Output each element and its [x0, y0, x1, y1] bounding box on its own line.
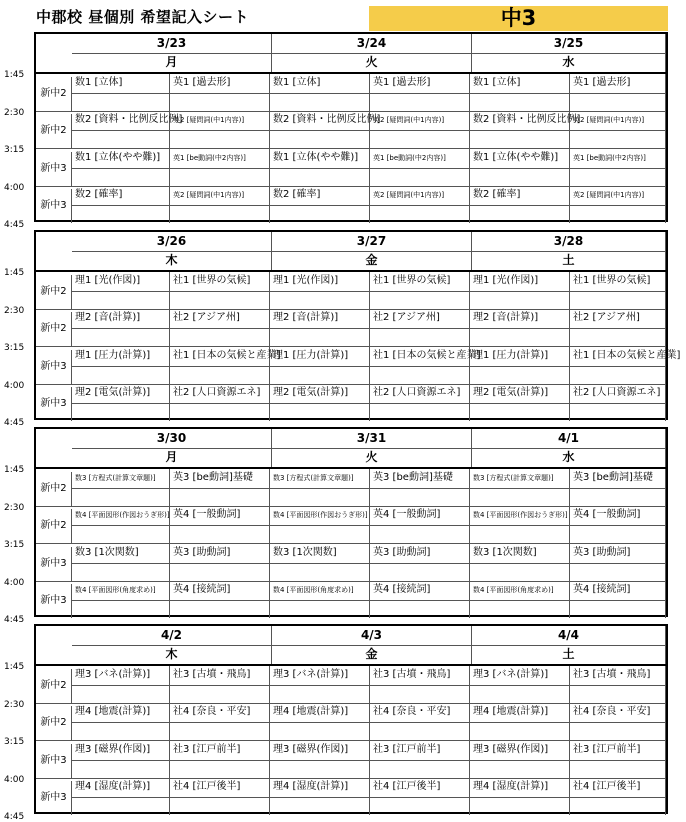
lesson-slot[interactable]: 英3 [助動詞]	[170, 544, 270, 563]
lesson-slot[interactable]: 理4 [湿度(計算)]	[72, 778, 170, 797]
lesson-slot[interactable]: 数2 [確率]	[270, 186, 370, 205]
blank-slot[interactable]	[270, 722, 370, 740]
weekday-header: 火	[272, 53, 472, 72]
blank-slot[interactable]	[72, 563, 170, 581]
lesson-slot[interactable]: 英1 [過去形]	[370, 74, 470, 93]
blank-slot[interactable]	[170, 488, 270, 506]
lesson-slot[interactable]: 社4 [江戸後半]	[370, 778, 470, 797]
date-header: 4/3	[272, 626, 472, 645]
lesson-slot[interactable]: 社4 [江戸後半]	[170, 778, 270, 797]
blank-slot[interactable]	[72, 93, 170, 111]
lesson-slot[interactable]: 理4 [地震(計算)]	[72, 703, 170, 722]
lesson-slot[interactable]: 理3 [バネ(計算)]	[72, 666, 170, 685]
lesson-slot[interactable]: 社3 [江戸前半]	[570, 741, 666, 760]
blank-slot[interactable]	[570, 93, 666, 111]
lesson-slot[interactable]: 社2 [アジア州]	[370, 309, 470, 328]
lesson-slot[interactable]: 数1 [立体(やや難)]	[470, 149, 570, 168]
time-label: 4:00	[4, 774, 25, 785]
divider	[72, 53, 666, 54]
group-label: 新中3	[36, 189, 72, 223]
blank-slot[interactable]	[570, 168, 666, 186]
blank-slot[interactable]	[370, 722, 470, 740]
blank-slot[interactable]	[470, 685, 570, 703]
lesson-slot[interactable]: 英1 [過去形]	[570, 74, 666, 93]
lesson-slot[interactable]: 理1 [圧力(計算)]	[270, 347, 370, 366]
time-label: 3:15	[4, 145, 25, 155]
blank-slot[interactable]	[370, 168, 470, 186]
lesson-slot[interactable]: 数2 [確率]	[72, 186, 170, 205]
group-label: 新中2	[36, 77, 72, 111]
blank-slot[interactable]	[170, 797, 270, 815]
blank-slot[interactable]	[72, 291, 170, 309]
time-label: 4:45	[4, 812, 25, 822]
lesson-slot[interactable]: 数4 [平面図形(作図おうぎ形)]	[470, 506, 570, 525]
group-label: 新中2	[36, 312, 72, 346]
blank-slot[interactable]	[470, 563, 570, 581]
lesson-slot[interactable]: 社2 [アジア州]	[170, 309, 270, 328]
lesson-slot[interactable]: 社3 [江戸前半]	[170, 741, 270, 760]
lesson-slot[interactable]: 理2 [音(計算)]	[470, 309, 570, 328]
time-label: 2:30	[4, 107, 25, 118]
time-label: 4:00	[4, 577, 25, 588]
blank-slot[interactable]	[470, 488, 570, 506]
time-label: 3:15	[4, 343, 25, 353]
blank-slot[interactable]	[270, 403, 370, 421]
divider	[72, 600, 666, 601]
time-label: 3:15	[4, 737, 25, 747]
group-label: 新中3	[36, 152, 72, 186]
lesson-slot[interactable]: 理1 [光(作図)]	[270, 272, 370, 291]
blank-slot[interactable]	[370, 328, 470, 346]
blank-slot[interactable]	[370, 760, 470, 778]
blank-slot[interactable]	[370, 291, 470, 309]
blank-slot[interactable]	[72, 488, 170, 506]
lesson-slot[interactable]: 数4 [平面図形(角度求め)]	[270, 581, 370, 600]
lesson-slot[interactable]: 英4 [接続詞]	[370, 581, 470, 600]
lesson-slot[interactable]: 社1 [世界の気候]	[170, 272, 270, 291]
blank-slot[interactable]	[72, 168, 170, 186]
blank-slot[interactable]	[570, 760, 666, 778]
blank-slot[interactable]	[72, 797, 170, 815]
blank-slot[interactable]	[370, 525, 470, 543]
blank-slot[interactable]	[570, 563, 666, 581]
blank-slot[interactable]	[170, 525, 270, 543]
blank-slot[interactable]	[570, 525, 666, 543]
time-label: 4:00	[4, 380, 25, 391]
lesson-slot[interactable]: 社1 [日本の気候と産業]	[170, 347, 270, 366]
divider	[72, 797, 666, 798]
divider	[72, 722, 666, 723]
lesson-slot[interactable]: 数1 [立体]	[270, 74, 370, 93]
blank-slot[interactable]	[170, 366, 270, 384]
lesson-slot[interactable]: 英1 [be動詞(中2内容)]	[170, 149, 270, 168]
lesson-slot[interactable]: 数3 [1次関数]	[470, 544, 570, 563]
date-header: 3/24	[272, 34, 472, 53]
blank-slot[interactable]	[72, 600, 170, 618]
week-block	[34, 230, 681, 420]
lesson-slot[interactable]: 理3 [バネ(計算)]	[470, 666, 570, 685]
divider	[72, 403, 666, 404]
blank-slot[interactable]	[170, 722, 270, 740]
divider	[72, 563, 666, 564]
group-label: 新中2	[36, 114, 72, 148]
date-header: 3/30	[72, 429, 272, 448]
blank-slot[interactable]	[170, 760, 270, 778]
blank-slot[interactable]	[270, 291, 370, 309]
blank-slot[interactable]	[270, 488, 370, 506]
blank-slot[interactable]	[370, 797, 470, 815]
blank-slot[interactable]	[170, 563, 270, 581]
lesson-slot[interactable]: 英4 [接続詞]	[570, 581, 666, 600]
lesson-slot[interactable]: 数4 [平面図形(角度求め)]	[72, 581, 170, 600]
blank-slot[interactable]	[170, 130, 270, 148]
weekday-header: 金	[272, 645, 472, 664]
sheet-title: 中郡校 昼個別 希望記入シート	[36, 8, 249, 26]
lesson-slot[interactable]: 理1 [光(作図)]	[72, 272, 170, 291]
lesson-slot[interactable]: 英4 [一般動詞]	[170, 506, 270, 525]
time-label: 4:45	[4, 615, 25, 625]
lesson-slot[interactable]: 英3 [助動詞]	[370, 544, 470, 563]
date-header: 3/25	[472, 34, 666, 53]
lesson-slot[interactable]: 理3 [磁界(作図)]	[470, 741, 570, 760]
lesson-slot[interactable]: 社1 [世界の気候]	[370, 272, 470, 291]
date-header: 3/28	[472, 232, 666, 251]
date-header: 3/26	[72, 232, 272, 251]
weekday-header: 土	[472, 645, 666, 664]
lesson-slot[interactable]: 英4 [一般動詞]	[570, 506, 666, 525]
blank-slot[interactable]	[270, 525, 370, 543]
lesson-slot[interactable]: 数1 [立体(やや難)]	[270, 149, 370, 168]
lesson-slot[interactable]: 数3 [1次関数]	[270, 544, 370, 563]
week-block	[34, 427, 668, 617]
blank-slot[interactable]	[72, 760, 170, 778]
lesson-slot[interactable]: 英4 [接続詞]	[170, 581, 270, 600]
blank-slot[interactable]	[570, 600, 666, 618]
time-label: 2:30	[4, 305, 25, 316]
divider	[72, 205, 666, 206]
time-label: 1:45	[4, 70, 25, 80]
blank-slot[interactable]	[72, 130, 170, 148]
blank-slot[interactable]	[370, 403, 470, 421]
group-label: 新中2	[36, 509, 72, 543]
blank-slot[interactable]	[270, 600, 370, 618]
blank-slot[interactable]	[72, 205, 170, 223]
blank-slot[interactable]	[470, 366, 570, 384]
lesson-slot[interactable]: 理4 [地震(計算)]	[470, 703, 570, 722]
blank-slot[interactable]	[470, 403, 570, 421]
blank-slot[interactable]	[370, 563, 470, 581]
lesson-slot[interactable]: 理1 [光(作図)]	[470, 272, 570, 291]
blank-slot[interactable]	[170, 291, 270, 309]
lesson-slot[interactable]: 英2 [疑問詞(中1内容)]	[170, 111, 270, 130]
group-label: 新中2	[36, 472, 72, 506]
divider	[72, 645, 666, 646]
blank-slot[interactable]	[170, 328, 270, 346]
blank-slot[interactable]	[370, 685, 470, 703]
time-label: 1:45	[4, 662, 25, 672]
blank-slot[interactable]	[270, 168, 370, 186]
blank-slot[interactable]	[570, 366, 666, 384]
lesson-slot[interactable]: 社4 [奈良・平安]	[370, 703, 470, 722]
lesson-slot[interactable]: 英1 [be動詞(中2内容)]	[570, 149, 666, 168]
blank-slot[interactable]	[470, 328, 570, 346]
divider	[72, 130, 666, 131]
group-label: 新中2	[36, 669, 72, 703]
weekday-header: 水	[472, 448, 666, 467]
blank-slot[interactable]	[570, 488, 666, 506]
blank-slot[interactable]	[72, 525, 170, 543]
blank-slot[interactable]	[570, 130, 666, 148]
blank-slot[interactable]	[270, 205, 370, 223]
time-label: 1:45	[4, 465, 25, 475]
weekday-header: 土	[472, 251, 666, 270]
blank-slot[interactable]	[72, 722, 170, 740]
blank-slot[interactable]	[72, 403, 170, 421]
weekday-header: 木	[72, 251, 272, 270]
divider	[72, 328, 666, 329]
divider	[72, 448, 666, 449]
blank-slot[interactable]	[470, 93, 570, 111]
blank-slot[interactable]	[72, 366, 170, 384]
week-block	[34, 32, 668, 222]
lesson-slot[interactable]: 数3 [方程式(計算文章題)]	[270, 469, 370, 488]
lesson-slot[interactable]: 数4 [平面図形(作図おうぎ形)]	[72, 506, 170, 525]
lesson-slot[interactable]: 理4 [湿度(計算)]	[270, 778, 370, 797]
lesson-slot[interactable]: 数1 [立体]	[470, 74, 570, 93]
date-header: 3/27	[272, 232, 472, 251]
lesson-slot[interactable]: 理1 [圧力(計算)]	[72, 347, 170, 366]
blank-slot[interactable]	[470, 205, 570, 223]
blank-slot[interactable]	[470, 291, 570, 309]
blank-slot[interactable]	[470, 600, 570, 618]
blank-slot[interactable]	[370, 130, 470, 148]
blank-slot[interactable]	[170, 93, 270, 111]
lesson-slot[interactable]: 英2 [疑問詞(中1内容)]	[170, 186, 270, 205]
blank-slot[interactable]	[370, 600, 470, 618]
divider	[72, 93, 666, 94]
time-label: 4:45	[4, 418, 25, 428]
lesson-slot[interactable]: 社1 [日本の気候と産業]	[370, 347, 470, 366]
lesson-slot[interactable]: 数4 [平面図形(作図おうぎ形)]	[270, 506, 370, 525]
lesson-slot[interactable]: 理2 [電気(計算)]	[470, 384, 570, 403]
week-block	[34, 624, 668, 814]
weekday-header: 月	[72, 53, 272, 72]
blank-slot[interactable]	[470, 130, 570, 148]
lesson-slot[interactable]: 社4 [奈良・平安]	[170, 703, 270, 722]
lesson-slot[interactable]: 理3 [磁界(作図)]	[72, 741, 170, 760]
date-header: 4/1	[472, 429, 666, 448]
blank-slot[interactable]	[170, 168, 270, 186]
time-label: 1:45	[4, 268, 25, 278]
weekday-header: 水	[472, 53, 666, 72]
lesson-slot[interactable]: 英2 [疑問詞(中1内容)]	[370, 186, 470, 205]
group-label: 新中2	[36, 275, 72, 309]
lesson-slot[interactable]: 英2 [疑問詞(中1内容)]	[570, 111, 666, 130]
lesson-slot[interactable]: 数2 [資料・比例反比例]	[470, 111, 570, 130]
lesson-slot[interactable]: 数3 [方程式(計算文章題)]	[470, 469, 570, 488]
lesson-slot[interactable]: 英2 [疑問詞(中1内容)]	[370, 111, 470, 130]
blank-slot[interactable]	[270, 328, 370, 346]
weekday-header: 木	[72, 645, 272, 664]
blank-slot[interactable]	[270, 563, 370, 581]
blank-slot[interactable]	[270, 130, 370, 148]
divider	[72, 488, 666, 489]
lesson-slot[interactable]: 数3 [方程式(計算文章題)]	[72, 469, 170, 488]
date-header: 4/4	[472, 626, 666, 645]
blank-slot[interactable]	[370, 93, 470, 111]
lesson-slot[interactable]: 数2 [資料・比例反比例]	[270, 111, 370, 130]
lesson-slot[interactable]: 数2 [確率]	[470, 186, 570, 205]
grade-banner: 中3	[369, 6, 668, 31]
group-label: 新中3	[36, 350, 72, 384]
blank-slot[interactable]	[270, 366, 370, 384]
lesson-slot[interactable]: 社2 [人口資源エネ]	[570, 384, 666, 403]
blank-slot[interactable]	[270, 760, 370, 778]
blank-slot[interactable]	[470, 722, 570, 740]
blank-slot[interactable]	[470, 525, 570, 543]
blank-slot[interactable]	[570, 722, 666, 740]
lesson-slot[interactable]: 理3 [バネ(計算)]	[270, 666, 370, 685]
divider	[72, 525, 666, 526]
blank-slot[interactable]	[370, 488, 470, 506]
time-label: 2:30	[4, 699, 25, 710]
lesson-slot[interactable]: 英1 [過去形]	[170, 74, 270, 93]
divider	[72, 685, 666, 686]
blank-slot[interactable]	[570, 797, 666, 815]
blank-slot[interactable]	[570, 685, 666, 703]
divider	[72, 291, 666, 292]
blank-slot[interactable]	[170, 600, 270, 618]
blank-slot[interactable]	[270, 685, 370, 703]
lesson-slot[interactable]: 数1 [立体(やや難)]	[72, 149, 170, 168]
blank-slot[interactable]	[170, 403, 270, 421]
lesson-slot[interactable]: 理2 [電気(計算)]	[270, 384, 370, 403]
blank-slot[interactable]	[270, 797, 370, 815]
lesson-slot[interactable]: 英4 [一般動詞]	[370, 506, 470, 525]
lesson-slot[interactable]: 理4 [地震(計算)]	[270, 703, 370, 722]
divider	[72, 366, 666, 367]
blank-slot[interactable]	[570, 291, 666, 309]
group-label: 新中3	[36, 584, 72, 618]
date-header: 3/23	[72, 34, 272, 53]
blank-slot[interactable]	[570, 328, 666, 346]
weekday-header: 火	[272, 448, 472, 467]
lesson-slot[interactable]: 社4 [江戸後半]	[570, 778, 666, 797]
date-header: 3/31	[272, 429, 472, 448]
lesson-slot[interactable]: 英3 [be動詞]基礎	[170, 469, 270, 488]
blank-slot[interactable]	[370, 366, 470, 384]
blank-slot[interactable]	[170, 685, 270, 703]
lesson-slot[interactable]: 理4 [湿度(計算)]	[470, 778, 570, 797]
group-label: 新中3	[36, 547, 72, 581]
lesson-slot[interactable]: 社3 [古墳・飛鳥]	[370, 666, 470, 685]
lesson-slot[interactable]: 社2 [人口資源エネ]	[370, 384, 470, 403]
lesson-slot[interactable]: 社4 [奈良・平安]	[570, 703, 666, 722]
lesson-slot[interactable]: 社1 [世界の気候]	[570, 272, 666, 291]
lesson-slot[interactable]: 英2 [疑問詞(中1内容)]	[570, 186, 666, 205]
lesson-slot[interactable]: 英3 [助動詞]	[570, 544, 666, 563]
divider	[72, 251, 666, 252]
divider	[72, 760, 666, 761]
blank-slot[interactable]	[470, 797, 570, 815]
lesson-slot[interactable]: 数4 [平面図形(角度求め)]	[470, 581, 570, 600]
date-header: 4/2	[72, 626, 272, 645]
lesson-slot[interactable]: 理2 [音(計算)]	[270, 309, 370, 328]
lesson-slot[interactable]: 数3 [1次関数]	[72, 544, 170, 563]
lesson-slot[interactable]: 社3 [古墳・飛鳥]	[570, 666, 666, 685]
lesson-slot[interactable]: 英3 [be動詞]基礎	[370, 469, 470, 488]
lesson-slot[interactable]: 数2 [資料・比例反比例]	[72, 111, 170, 130]
lesson-slot[interactable]: 英3 [be動詞]基礎	[570, 469, 666, 488]
lesson-slot[interactable]: 数1 [立体]	[72, 74, 170, 93]
time-label: 4:45	[4, 220, 25, 230]
lesson-slot[interactable]: 社1 [日本の気候と産業]	[570, 347, 666, 366]
lesson-slot[interactable]: 理1 [圧力(計算)]	[470, 347, 570, 366]
blank-slot[interactable]	[270, 93, 370, 111]
blank-slot[interactable]	[72, 685, 170, 703]
blank-slot[interactable]	[470, 760, 570, 778]
blank-slot[interactable]	[570, 403, 666, 421]
lesson-slot[interactable]: 社3 [江戸前半]	[370, 741, 470, 760]
lesson-slot[interactable]: 英1 [be動詞(中2内容)]	[370, 149, 470, 168]
group-label: 新中3	[36, 744, 72, 778]
group-label: 新中2	[36, 706, 72, 740]
group-label: 新中3	[36, 387, 72, 421]
lesson-slot[interactable]: 理2 [電気(計算)]	[72, 384, 170, 403]
group-label: 新中3	[36, 781, 72, 815]
time-label: 2:30	[4, 502, 25, 513]
weekday-header: 金	[272, 251, 472, 270]
blank-slot[interactable]	[170, 205, 270, 223]
lesson-slot[interactable]: 社2 [人口資源エネ]	[170, 384, 270, 403]
divider	[72, 168, 666, 169]
lesson-slot[interactable]: 理3 [磁界(作図)]	[270, 741, 370, 760]
time-label: 4:00	[4, 182, 25, 193]
blank-slot[interactable]	[72, 328, 170, 346]
weekday-header: 月	[72, 448, 272, 467]
lesson-slot[interactable]: 理2 [音(計算)]	[72, 309, 170, 328]
lesson-slot[interactable]: 社3 [古墳・飛鳥]	[170, 666, 270, 685]
blank-slot[interactable]	[570, 205, 666, 223]
blank-slot[interactable]	[470, 168, 570, 186]
time-label: 3:15	[4, 540, 25, 550]
blank-slot[interactable]	[370, 205, 470, 223]
lesson-slot[interactable]: 社2 [アジア州]	[570, 309, 666, 328]
